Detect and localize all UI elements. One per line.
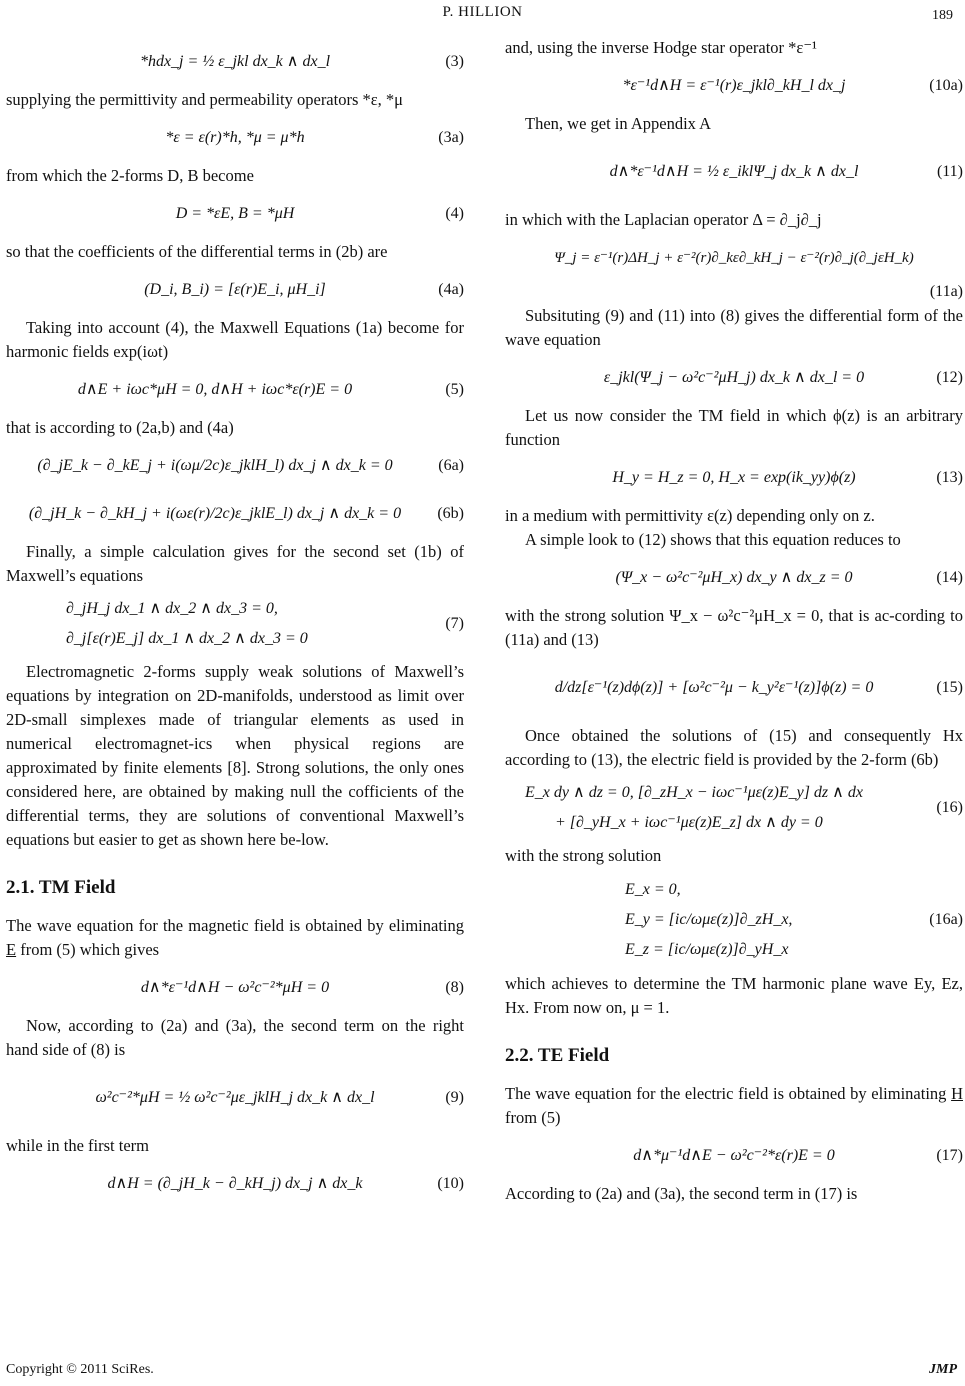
equation-line: E_z = [ic/ωμε(z)]∂_yH_x xyxy=(625,941,789,958)
section-heading: 2.1. TM Field xyxy=(6,877,116,898)
equation-number: (8) xyxy=(445,979,464,996)
equation-body: d∧H = (∂_jH_k − ∂_kH_j) dx_j ∧ dx_k xyxy=(107,1175,363,1192)
equation-number: (11a) xyxy=(929,283,963,300)
equation-6a xyxy=(6,444,464,488)
paragraph: that is according to (2a,b) and (4a) xyxy=(6,418,234,437)
equation-body: (D_i, B_i) = [ε(r)E_i, μH_i] xyxy=(144,281,326,298)
equation-4 xyxy=(6,192,464,236)
equation-line: E_x dy ∧ dz = 0, [∂_zH_x − iωc⁻¹με(z)E_y] dz ∧ dx xyxy=(525,784,863,801)
equation-number: (12) xyxy=(936,369,963,386)
paragraph: Now, according to (2a) and (3a), the second term on the right hand side of (8) is xyxy=(6,1016,464,1059)
paragraph: Taking into account (4), the Maxwell Equations (1a) become for harmonic fields exp(iωt) xyxy=(6,318,464,361)
left-column xyxy=(6,36,464,1210)
equation-number: (3a) xyxy=(438,129,464,146)
equation-number: (4) xyxy=(445,205,464,222)
paragraph: in which with the Laplacian operator Δ = ∂_j∂_j xyxy=(505,210,822,229)
running-head-author: P. HILLION xyxy=(442,4,523,20)
equation-body: ω²c⁻²*μH = ½ ω²c⁻²με_jklH_j dx_k ∧ dx_l xyxy=(95,1089,375,1106)
underlined-symbol: H xyxy=(951,1084,963,1103)
equation-number: (3) xyxy=(445,53,464,70)
equation-4a xyxy=(6,268,464,312)
equation-body: Ψ_j = ε⁻¹(r)ΔH_j + ε⁻²(r)∂_kε∂_kH_j − ε⁻²(r)∂_j(∂_jεH_k) xyxy=(554,250,914,266)
equation-11a xyxy=(505,236,963,300)
equation-number: (16) xyxy=(936,799,963,816)
paragraph: Finally, a simple calculation gives for the second set (1b) of Maxwell’s equations xyxy=(6,542,464,585)
equation-3a xyxy=(6,116,464,160)
equation-body: *hdx_j = ½ ε_jkl dx_k ∧ dx_l xyxy=(139,53,331,70)
paragraph xyxy=(505,1082,963,1130)
equation-body: ε_jkl(Ψ_j − ω²c⁻²μH_j) dx_k ∧ dx_l = 0 xyxy=(603,369,865,386)
equation-number: (6b) xyxy=(437,505,464,522)
text-run: from (5) which gives xyxy=(16,940,160,959)
equation-body: d∧E + iωc*μH = 0, d∧H + iωc*ε(r)E = 0 xyxy=(77,381,353,398)
equation-12 xyxy=(505,356,963,400)
equation-line: ∂_jH_j dx_1 ∧ dx_2 ∧ dx_3 = 0, xyxy=(66,600,278,617)
paragraph: Subsituting (9) and (11) into (8) gives the differential form of the wave equation xyxy=(505,306,963,349)
equation-line: E_y = [ic/ωμε(z)]∂_zH_x, xyxy=(625,911,793,928)
equation-number: (13) xyxy=(936,469,963,486)
paragraph: with the strong solution Ψ_x − ω²c⁻²μH_x = 0, that is ac-cording to (11a) and (13) xyxy=(505,606,963,649)
equation-6b xyxy=(6,492,464,536)
equation-number: (10a) xyxy=(929,77,963,94)
equation-number: (6a) xyxy=(438,457,464,474)
equation-body: *ε⁻¹d∧H = ε⁻¹(r)ε_jkl∂_kH_l dx_j xyxy=(622,77,846,94)
equation-11 xyxy=(505,140,963,204)
paragraph: Electromagnetic 2-forms supply weak solutions of Maxwell’s equations by integration on 2D-manifolds, understood as limit over 2D-small simplexes made of triangular elements as used in numerical electromagnet-ics when physical regions are approximated by finite elements [8]. Strong solutions, the only ones considered here, are obtained by making null the cofficients of the differential terms, they are solutions of conventional Maxwell’s equations but easier to get as shown here be-low. xyxy=(6,662,464,849)
paragraph: A simple look to (12) shows that this equation reduces to xyxy=(525,530,901,549)
equation-body: (∂_jH_k − ∂_kH_j + i(ωε(r)/2c)ε_jklE_l) dx_j ∧ dx_k = 0 xyxy=(28,505,402,522)
equation-10 xyxy=(6,1162,464,1206)
equation-body: H_y = H_z = 0, H_x = exp(ik_yy)ϕ(z) xyxy=(612,469,856,486)
text-run: from (5) xyxy=(505,1108,561,1127)
equation-line: + [∂_yH_x + iωc⁻¹με(z)E_z] dx ∧ dy = 0 xyxy=(555,814,823,831)
equation-17 xyxy=(505,1134,963,1178)
section-heading: 2.2. TE Field xyxy=(505,1045,610,1066)
equation-number: (4a) xyxy=(438,281,464,298)
page-number: 189 xyxy=(932,8,953,23)
paragraph: Let us now consider the TM field in which ϕ(z) is an arbitrary function xyxy=(505,406,963,449)
paragraph: Once obtained the solutions of (15) and consequently Hx according to (13), the electric field is provided by the 2-form (6b) xyxy=(505,726,963,769)
equation-13 xyxy=(505,456,963,500)
equation-3 xyxy=(6,40,464,84)
equation-9 xyxy=(6,1066,464,1130)
paragraph: in a medium with permittivity ε(z) depending only on z. xyxy=(505,506,875,525)
equation-number: (14) xyxy=(936,569,963,586)
paragraph xyxy=(6,914,464,962)
equation-7 xyxy=(6,592,464,656)
equation-body: d/dz[ε⁻¹(z)dϕ(z)] + [ω²c⁻²μ − k_y²ε⁻¹(z)]ϕ(z) = 0 xyxy=(554,679,874,696)
equation-number: (10) xyxy=(437,1175,464,1192)
equation-number: (7) xyxy=(445,615,464,632)
equation-16 xyxy=(505,776,963,840)
equation-line: ∂_j[ε(r)E_j] dx_1 ∧ dx_2 ∧ dx_3 = 0 xyxy=(66,630,308,647)
page-footer xyxy=(0,1362,965,1386)
paragraph: Then, we get in Appendix A xyxy=(525,114,712,133)
underlined-symbol: E xyxy=(6,940,17,959)
equation-number: (16a) xyxy=(929,911,963,928)
text-run: The wave equation for the electric field is obtained by eliminating xyxy=(505,1084,952,1103)
equation-number: (9) xyxy=(445,1089,464,1106)
equation-5 xyxy=(6,368,464,412)
equation-body: (∂_jE_k − ∂_kE_j + i(ωμ/2c)ε_jklH_l) dx_j ∧ dx_k = 0 xyxy=(37,457,393,474)
paragraph: from which the 2-forms D, B become xyxy=(6,166,254,185)
equation-body: D = *εE, B = *μH xyxy=(175,205,295,222)
equation-line: E_x = 0, xyxy=(625,881,681,898)
paragraph: and, using the inverse Hodge star operator *ε⁻¹ xyxy=(505,38,818,57)
equation-number: (5) xyxy=(445,381,464,398)
equation-body: d∧*ε⁻¹d∧H − ω²c⁻²*μH = 0 xyxy=(140,979,330,996)
equation-14 xyxy=(505,556,963,600)
equation-10a xyxy=(505,64,963,108)
equation-number: (17) xyxy=(936,1147,963,1164)
journal-abbrev: JMP xyxy=(929,1362,957,1377)
paragraph: According to (2a) and (3a), the second term in (17) is xyxy=(505,1184,858,1203)
page-header xyxy=(0,4,965,28)
equation-body: d∧*μ⁻¹d∧E − ω²c⁻²*ε(r)E = 0 xyxy=(633,1147,835,1164)
paragraph: while in the first term xyxy=(6,1136,149,1155)
text-run: The wave equation for the magnetic field is obtained by eliminating xyxy=(6,916,464,935)
paragraph: which achieves to determine the TM harmonic plane wave Ey, Ez, Hx. From now on, μ = 1. xyxy=(505,974,963,1017)
right-column xyxy=(505,36,963,1206)
equation-number: (11) xyxy=(936,163,963,180)
equation-body: *ε = ε(r)*h, *μ = μ*h xyxy=(165,129,305,146)
copyright-notice: Copyright © 2011 SciRes. xyxy=(6,1362,154,1377)
paragraph: so that the coefficients of the differential terms in (2b) are xyxy=(6,242,388,261)
equation-16a xyxy=(505,872,963,968)
equation-number: (15) xyxy=(936,679,963,696)
equation-body: (Ψ_x − ω²c⁻²μH_x) dx_y ∧ dx_z = 0 xyxy=(615,569,853,586)
equation-body: d∧*ε⁻¹d∧H = ½ ε_iklΨ_j dx_k ∧ dx_l xyxy=(609,163,859,180)
paragraph: with the strong solution xyxy=(505,846,662,865)
paragraph: supplying the permittivity and permeability operators *ε, *μ xyxy=(6,90,404,109)
equation-8 xyxy=(6,966,464,1010)
equation-15 xyxy=(505,656,963,720)
